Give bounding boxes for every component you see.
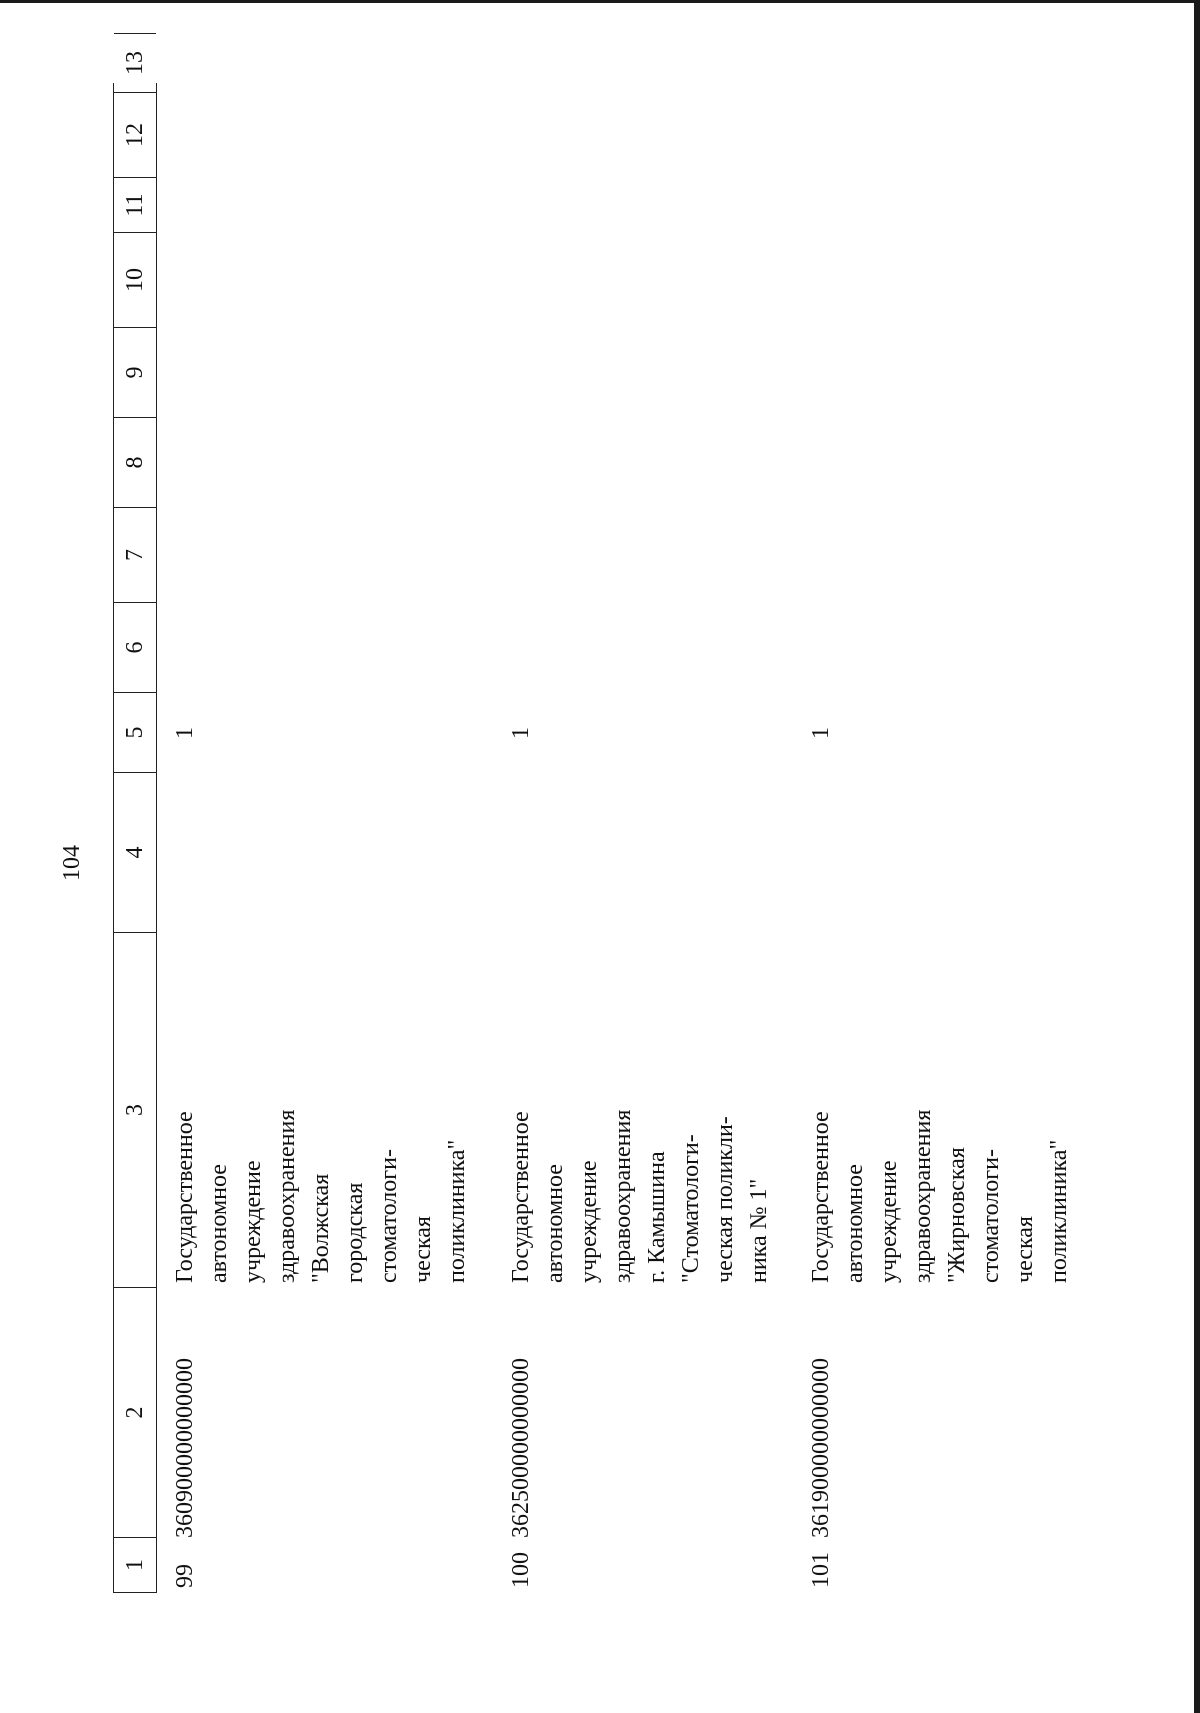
row-number: 100 bbox=[508, 1552, 534, 1588]
name-line: ческая bbox=[410, 1216, 436, 1283]
column-5-value: 1 bbox=[808, 727, 834, 739]
name-line: автономное bbox=[542, 1164, 568, 1283]
column-header: 1 bbox=[114, 1538, 156, 1593]
name-line: ческая поликли- bbox=[712, 1116, 738, 1283]
column-header: 13 bbox=[114, 33, 156, 93]
name-line: ника № 1" bbox=[746, 1178, 772, 1283]
table-header bbox=[113, 51, 157, 1593]
name-line: Государственное bbox=[508, 1111, 534, 1283]
institution-name bbox=[504, 933, 776, 1283]
column-header: 2 bbox=[114, 1288, 156, 1538]
column-header: 9 bbox=[114, 328, 156, 418]
name-line: "Жирновская bbox=[944, 1147, 970, 1283]
name-line: стоматологи- bbox=[978, 1149, 1004, 1283]
row-number: 99 bbox=[172, 1564, 198, 1588]
name-line: учреждение bbox=[876, 1160, 902, 1283]
name-line: учреждение bbox=[240, 1160, 266, 1283]
name-line: поликлиника" bbox=[1046, 1139, 1072, 1283]
name-line: поликлиника" bbox=[444, 1139, 470, 1283]
name-line: "Стоматологи- bbox=[678, 1134, 704, 1283]
name-line: здравоохранения bbox=[910, 1109, 936, 1283]
institution-name bbox=[168, 933, 474, 1283]
row-number: 101 bbox=[808, 1552, 834, 1588]
column-header: 8 bbox=[114, 418, 156, 508]
column-header: 3 bbox=[114, 933, 156, 1288]
name-line: ческая bbox=[1012, 1216, 1038, 1283]
row-code: 362500000000000 bbox=[508, 1358, 534, 1538]
name-line: здравоохранения bbox=[610, 1109, 636, 1283]
name-line: здравоохранения bbox=[274, 1109, 300, 1283]
page-number: 104 bbox=[59, 845, 85, 881]
name-line: Государственное bbox=[172, 1111, 198, 1283]
column-5-value: 1 bbox=[172, 727, 198, 739]
name-line: Государственное bbox=[808, 1111, 834, 1283]
column-header: 7 bbox=[114, 508, 156, 603]
row-code: 361900000000000 bbox=[808, 1358, 834, 1538]
name-line: учреждение bbox=[576, 1160, 602, 1283]
column-5-value: 1 bbox=[508, 727, 534, 739]
column-header: 5 bbox=[114, 693, 156, 773]
column-header: 11 bbox=[114, 178, 156, 233]
column-header: 4 bbox=[114, 773, 156, 933]
column-header: 10 bbox=[114, 233, 156, 328]
name-line: "Волжская bbox=[308, 1173, 334, 1283]
column-header: 6 bbox=[114, 603, 156, 693]
column-header: 12 bbox=[114, 93, 156, 178]
row-code: 360900000000000 bbox=[172, 1358, 198, 1538]
name-line: стоматологи- bbox=[376, 1149, 402, 1283]
name-line: городская bbox=[342, 1182, 368, 1283]
name-line: автономное bbox=[206, 1164, 232, 1283]
name-line: автономное bbox=[842, 1164, 868, 1283]
institution-name bbox=[804, 933, 1076, 1283]
name-line: г. Камышина bbox=[644, 1151, 670, 1283]
